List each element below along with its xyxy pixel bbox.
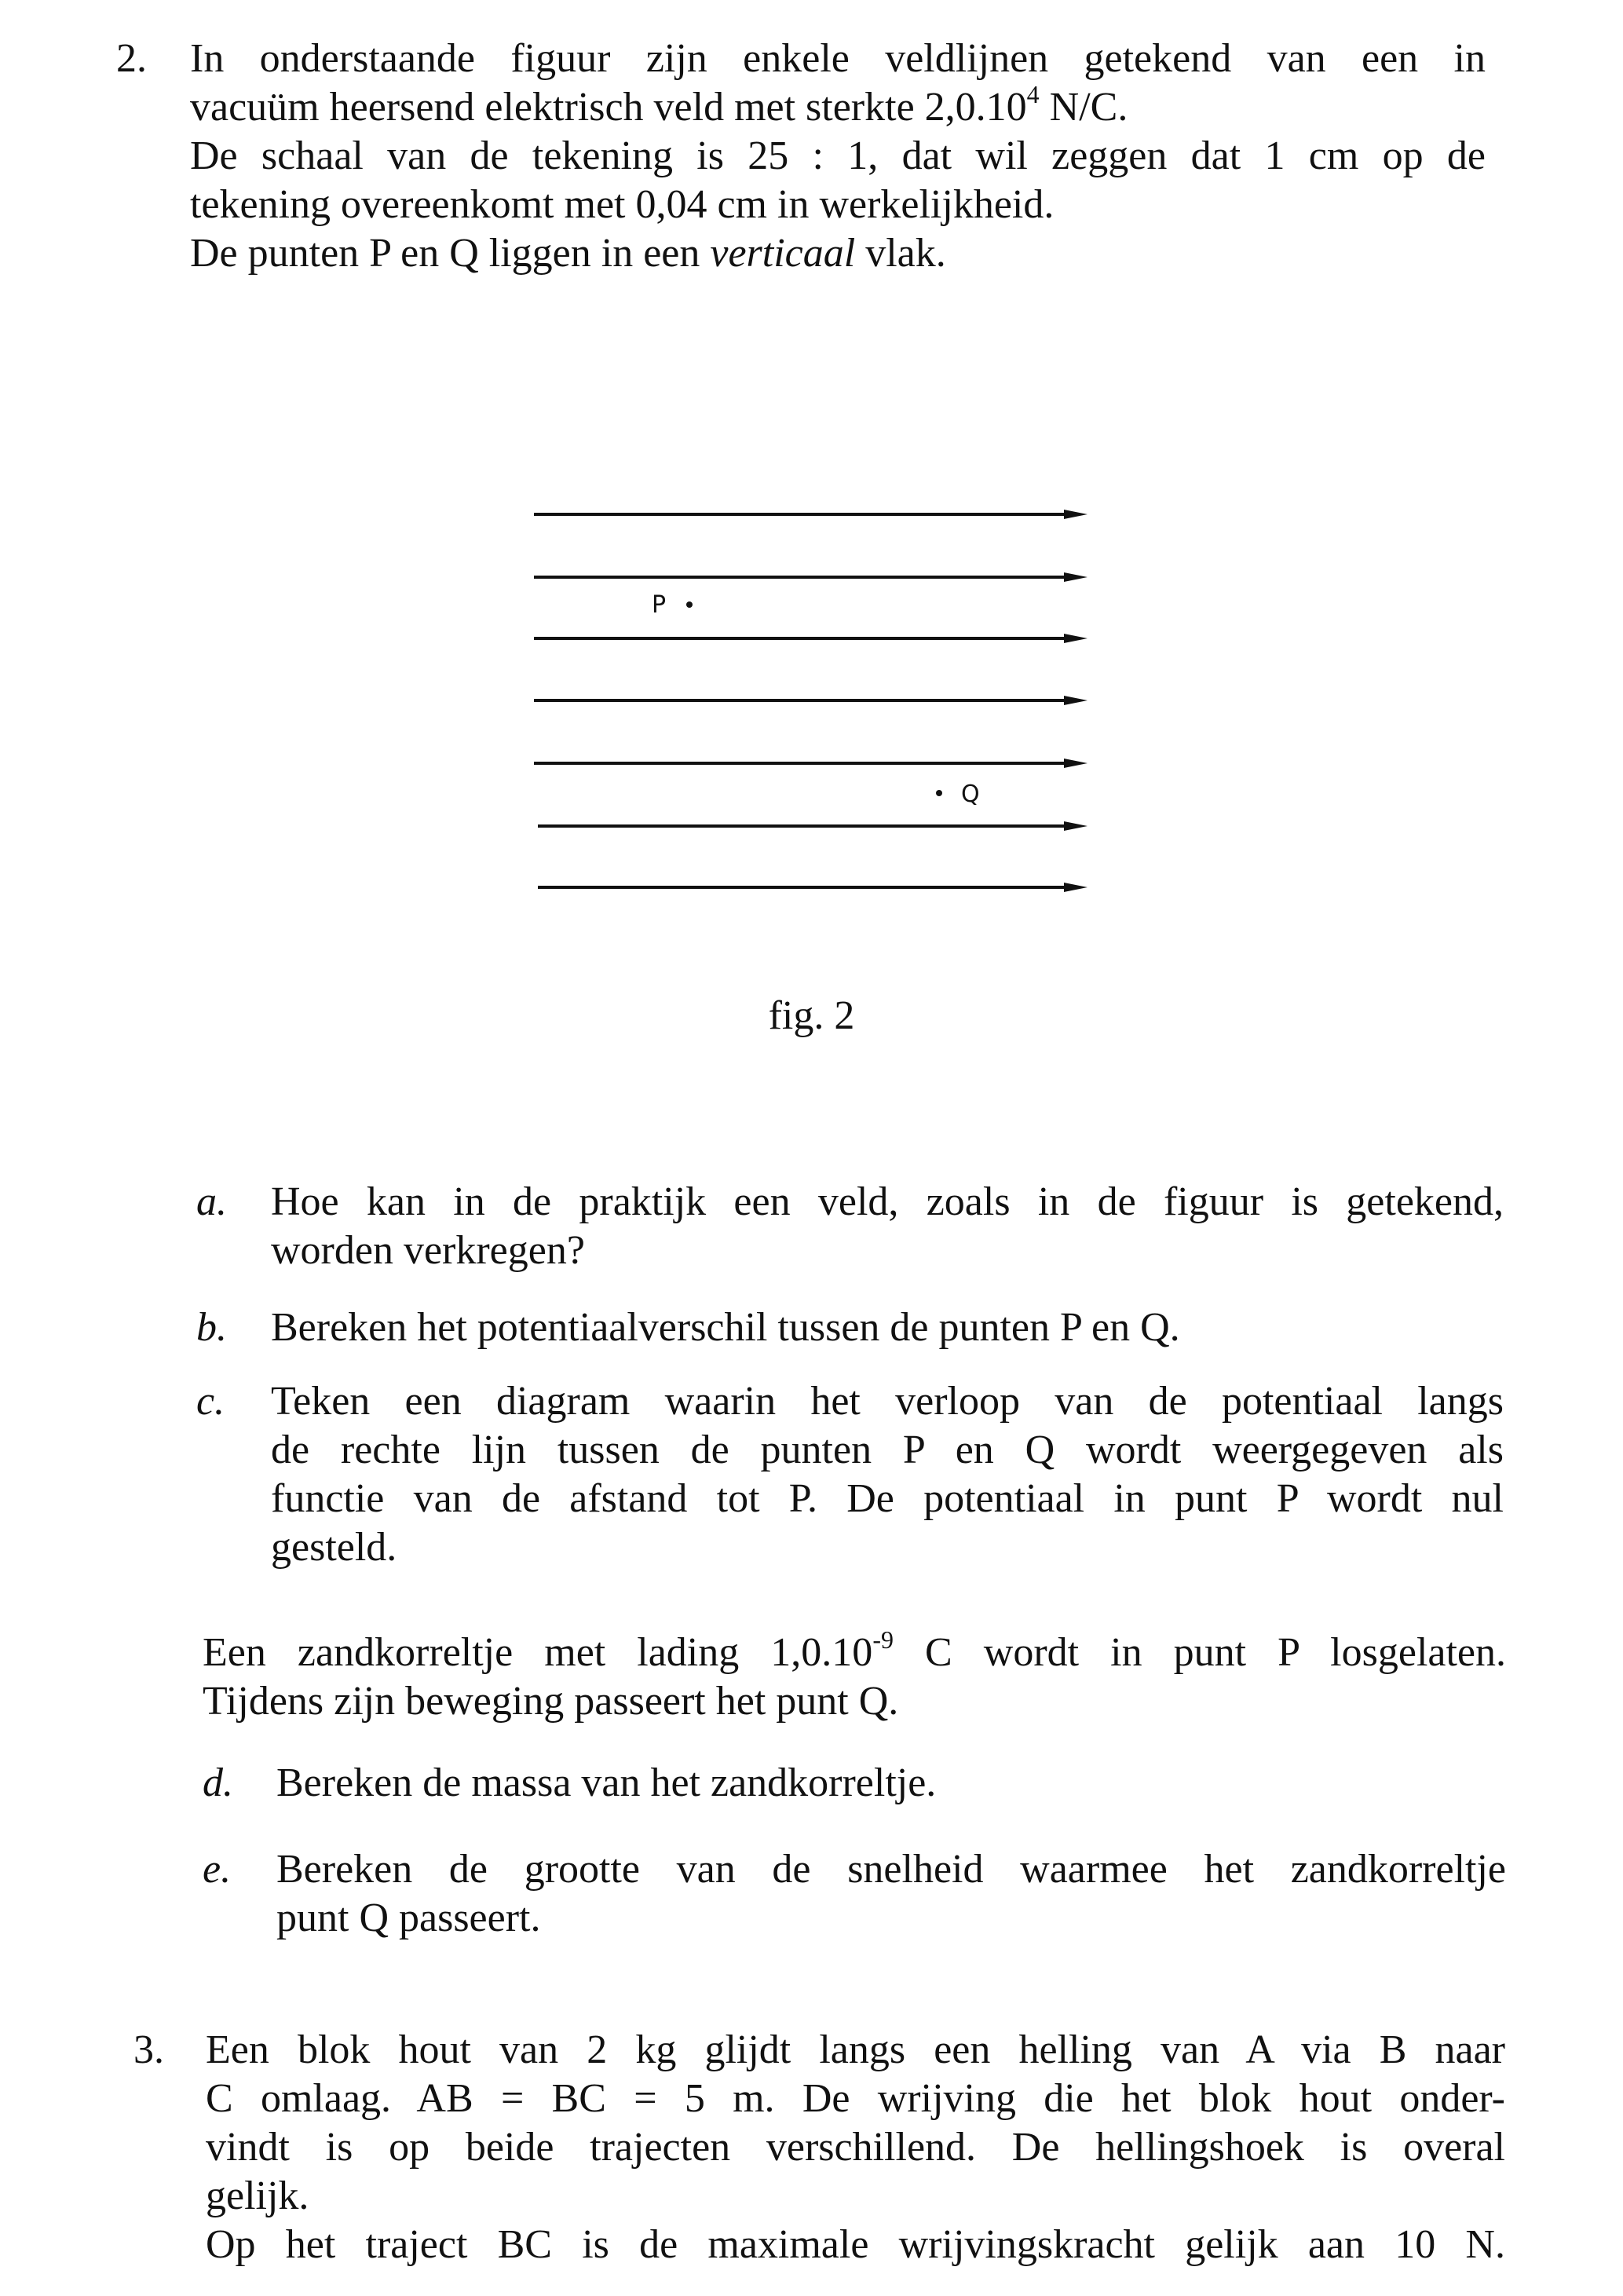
question-3-number: 3. <box>133 2027 164 2072</box>
question-2-number: 2. <box>116 36 147 81</box>
field-line-arrowhead <box>1064 759 1087 768</box>
question-3-text: Een blok hout van 2 kg glijdt langs een helling van A via B naar C omlaag. AB = BC = 5 m. De wrijving die het blok hout onder- vindt is op beide trajecten verschillend. De hellingshoek is overal gelijk. Op het traject BC is de maximale wrijvingskracht gelijk aan 10 N. <box>206 2027 1505 2267</box>
vertical-word: verticaal <box>710 231 856 276</box>
figure-caption: fig. 2 <box>768 993 855 1038</box>
field-line-arrowhead <box>1064 572 1087 582</box>
grain-line-1: Een zandkorreltje met lading $1,0.10^{-9}$ C wordt in punt P losgelaten. <box>203 1625 1506 1675</box>
field-line-arrowhead <box>1064 634 1087 643</box>
field-lines <box>534 510 1087 892</box>
question-2-intro <box>190 35 1486 278</box>
field-line <box>534 634 1087 643</box>
intro-line-4: tekening overeenkomt met 0,04 cm in werkelijkheid. <box>190 182 1055 227</box>
point-q-label: Q <box>961 781 980 808</box>
intro-line-3: De schaal van de tekening is 25 : 1, dat wil zeggen dat 1 cm op de <box>190 133 1486 178</box>
charge-exponent: -9 <box>872 1625 894 1654</box>
part-e-text: Bereken de grootte van de snelheid waarmee het zandkorreltje punt Q passeert. <box>276 1847 1506 1940</box>
part-c-letter: c. <box>196 1379 225 1424</box>
part-c-text: Teken een diagram waarin het verloop van de potentiaal langs de rechte lijn tussen de punten P en Q wordt weergegeven als functie van de afstand tot P. De potentiaal in punt P wordt nul gesteld. <box>271 1379 1504 1570</box>
part-a-letter: a. <box>196 1179 227 1224</box>
field-line-arrowhead <box>1064 696 1087 705</box>
grain-paragraph <box>203 1625 1506 1726</box>
field-line <box>538 821 1087 831</box>
field-line <box>534 696 1087 705</box>
field-line <box>534 759 1087 768</box>
point-q-dot <box>936 790 942 796</box>
intro-line-5: De punten P en Q liggen in een verticaal vlak. <box>190 231 946 276</box>
field-lines-figure <box>503 487 1131 927</box>
part-b-text: Bereken het potentiaalverschil tussen de punten P en Q. <box>271 1305 1180 1350</box>
grain-line-2: Tijdens zijn beweging passeert het punt Q. <box>203 1679 899 1724</box>
field-line <box>538 883 1087 892</box>
field-exponent: 4 <box>1026 80 1040 108</box>
intro-line-1: In onderstaande figuur zijn enkele veldlijnen getekend van een in <box>190 36 1486 81</box>
point-p-label: P <box>652 591 667 619</box>
field-line <box>534 510 1087 519</box>
part-b-letter: b. <box>196 1305 227 1350</box>
field-line-arrowhead <box>1064 883 1087 892</box>
field-line-arrowhead <box>1064 821 1087 831</box>
part-d-text: Bereken de massa van het zandkorreltje. <box>276 1760 937 1805</box>
intro-line-2: vacuüm heersend elektrisch veld met sterkte 2,0.10$^4$ N/C. <box>190 80 1128 130</box>
field-line <box>534 572 1087 582</box>
part-a-text: Hoe kan in de praktijk een veld, zoals in de figuur is getekend, worden verkregen? <box>271 1179 1504 1273</box>
field-line-arrowhead <box>1064 510 1087 519</box>
part-d-letter: d. <box>203 1760 233 1805</box>
part-e-letter: e. <box>203 1847 232 1892</box>
point-p-dot <box>686 601 693 608</box>
